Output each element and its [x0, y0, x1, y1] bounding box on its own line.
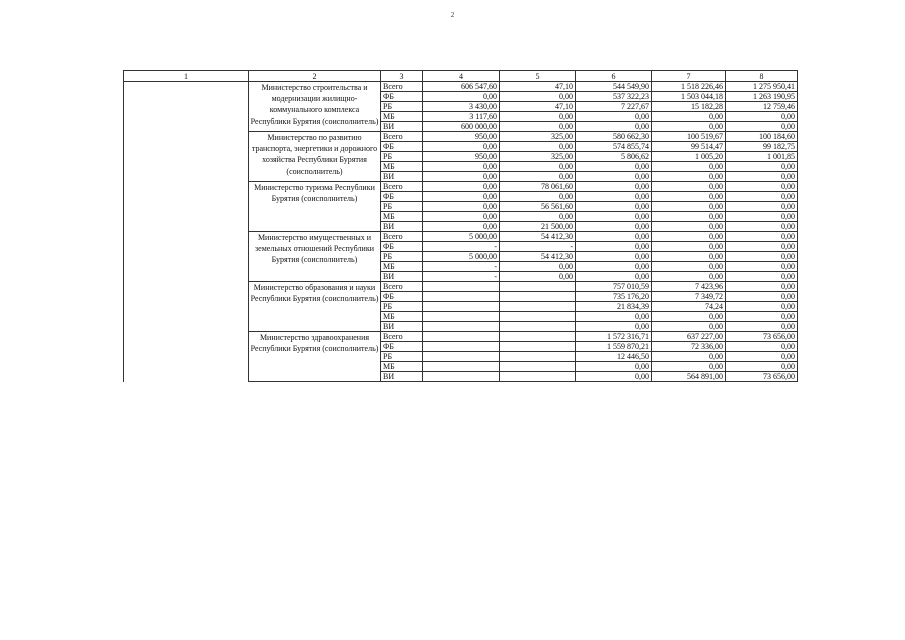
- amount-cell: 0,00: [500, 162, 576, 172]
- amount-cell: [500, 342, 576, 352]
- amount-cell: 0,00: [423, 142, 500, 152]
- amount-cell: 0,00: [652, 122, 726, 132]
- amount-cell: 0,00: [652, 322, 726, 332]
- amount-cell: 0,00: [652, 112, 726, 122]
- funding-source-code: МБ: [381, 362, 423, 372]
- amount-cell: [423, 342, 500, 352]
- amount-cell: 54 412,30: [500, 252, 576, 262]
- amount-cell: 0,00: [726, 172, 798, 182]
- funding-source-code: РБ: [381, 252, 423, 262]
- amount-cell: 0,00: [423, 222, 500, 232]
- amount-cell: 637 227,00: [652, 332, 726, 342]
- amount-cell: 0,00: [423, 92, 500, 102]
- amount-cell: 3 430,00: [423, 102, 500, 112]
- amount-cell: 0,00: [726, 342, 798, 352]
- amount-cell: 1 005,20: [652, 152, 726, 162]
- organization-name: Министерство имущественных и земельных отношений Республики Бурятия (соисполнитель): [249, 232, 381, 282]
- amount-cell: 0,00: [726, 212, 798, 222]
- amount-cell: [500, 332, 576, 342]
- amount-cell: 0,00: [500, 142, 576, 152]
- amount-cell: 0,00: [576, 272, 652, 282]
- amount-cell: 0,00: [500, 212, 576, 222]
- amount-cell: 100 184,60: [726, 132, 798, 142]
- amount-cell: 7 227,67: [576, 102, 652, 112]
- header-cell-6: 6: [576, 71, 652, 82]
- amount-cell: [423, 292, 500, 302]
- amount-cell: 325,00: [500, 152, 576, 162]
- funding-source-code: МБ: [381, 112, 423, 122]
- column-1-empty-cell: [124, 82, 249, 382]
- header-cell-7: 7: [652, 71, 726, 82]
- amount-cell: 0,00: [726, 322, 798, 332]
- funding-source-code: ВИ: [381, 372, 423, 382]
- amount-cell: 0,00: [726, 262, 798, 272]
- header-cell-5: 5: [500, 71, 576, 82]
- amount-cell: 0,00: [652, 352, 726, 362]
- amount-cell: 0,00: [423, 192, 500, 202]
- amount-cell: [423, 332, 500, 342]
- amount-cell: 537 322,23: [576, 92, 652, 102]
- amount-cell: 1 572 316,71: [576, 332, 652, 342]
- amount-cell: [423, 372, 500, 382]
- amount-cell: 12 759,46: [726, 102, 798, 112]
- amount-cell: 5 806,62: [576, 152, 652, 162]
- funding-source-code: Всего: [381, 132, 423, 142]
- funding-source-code: ВИ: [381, 272, 423, 282]
- funding-source-code: ФБ: [381, 192, 423, 202]
- amount-cell: 0,00: [652, 162, 726, 172]
- amount-cell: [500, 312, 576, 322]
- amount-cell: 1 001,85: [726, 152, 798, 162]
- amount-cell: 0,00: [726, 352, 798, 362]
- amount-cell: 0,00: [652, 242, 726, 252]
- funding-source-code: ВИ: [381, 172, 423, 182]
- amount-cell: 0,00: [576, 252, 652, 262]
- page-number: 2: [450, 11, 455, 19]
- amount-cell: [500, 282, 576, 292]
- amount-cell: 0,00: [652, 222, 726, 232]
- amount-cell: 735 176,20: [576, 292, 652, 302]
- amount-cell: 0,00: [576, 242, 652, 252]
- amount-cell: 54 412,30: [500, 232, 576, 242]
- amount-cell: 0,00: [652, 362, 726, 372]
- amount-cell: 0,00: [726, 182, 798, 192]
- organization-name: Министерство здравоохранения Республики Бурятия (соисполнитель): [249, 332, 381, 382]
- amount-cell: 0,00: [652, 172, 726, 182]
- amount-cell: 99 514,47: [652, 142, 726, 152]
- amount-cell: 0,00: [652, 182, 726, 192]
- amount-cell: 0,00: [576, 372, 652, 382]
- amount-cell: 564 891,00: [652, 372, 726, 382]
- amount-cell: 21 500,00: [500, 222, 576, 232]
- amount-cell: 0,00: [652, 192, 726, 202]
- amount-cell: 0,00: [576, 232, 652, 242]
- amount-cell: 99 182,75: [726, 142, 798, 152]
- amount-cell: 600 000,00: [423, 122, 500, 132]
- funding-source-code: Всего: [381, 182, 423, 192]
- amount-cell: [500, 372, 576, 382]
- header-cell-1: 1: [124, 71, 249, 82]
- amount-cell: 0,00: [576, 222, 652, 232]
- funding-source-code: РБ: [381, 302, 423, 312]
- amount-cell: 0,00: [726, 112, 798, 122]
- funding-source-code: ФБ: [381, 142, 423, 152]
- amount-cell: 0,00: [423, 202, 500, 212]
- amount-cell: 0,00: [652, 262, 726, 272]
- amount-cell: 1 275 950,41: [726, 82, 798, 92]
- amount-cell: 0,00: [500, 92, 576, 102]
- header-cell-3: 3: [381, 71, 423, 82]
- amount-cell: 0,00: [652, 272, 726, 282]
- amount-cell: 0,00: [726, 302, 798, 312]
- amount-cell: 0,00: [576, 212, 652, 222]
- amount-cell: 574 855,74: [576, 142, 652, 152]
- organization-name: Министерство туризма Республики Бурятия (соисполнитель): [249, 182, 381, 232]
- amount-cell: [500, 302, 576, 312]
- funding-source-code: МБ: [381, 162, 423, 172]
- amount-cell: 0,00: [726, 232, 798, 242]
- amount-cell: 0,00: [423, 212, 500, 222]
- amount-cell: [423, 312, 500, 322]
- amount-cell: [423, 362, 500, 372]
- funding-source-code: РБ: [381, 152, 423, 162]
- amount-cell: [500, 322, 576, 332]
- funding-source-code: РБ: [381, 102, 423, 112]
- funding-source-code: МБ: [381, 312, 423, 322]
- funding-source-code: Всего: [381, 232, 423, 242]
- amount-cell: 3 117,60: [423, 112, 500, 122]
- amount-cell: 73 656,00: [726, 372, 798, 382]
- amount-cell: 0,00: [652, 232, 726, 242]
- amount-cell: 0,00: [576, 172, 652, 182]
- amount-cell: 0,00: [726, 282, 798, 292]
- amount-cell: [423, 302, 500, 312]
- funding-source-code: ВИ: [381, 222, 423, 232]
- amount-cell: 0,00: [726, 222, 798, 232]
- amount-cell: 1 263 190,95: [726, 92, 798, 102]
- amount-cell: 1 559 870,21: [576, 342, 652, 352]
- organization-name: Министерство по развитию транспорта, энергетики и дорожного хозяйства Республики Бурятия (соисполнитель): [249, 132, 381, 182]
- funding-source-code: Всего: [381, 82, 423, 92]
- funding-source-code: РБ: [381, 202, 423, 212]
- amount-cell: 5 000,00: [423, 252, 500, 262]
- amount-cell: 0,00: [500, 172, 576, 182]
- amount-cell: 0,00: [726, 272, 798, 282]
- amount-cell: 47,10: [500, 82, 576, 92]
- amount-cell: 0,00: [500, 192, 576, 202]
- amount-cell: [423, 352, 500, 362]
- amount-cell: 0,00: [726, 122, 798, 132]
- amount-cell: 0,00: [576, 262, 652, 272]
- funding-source-code: МБ: [381, 262, 423, 272]
- header-row: [124, 71, 798, 82]
- amount-cell: 606 547,60: [423, 82, 500, 92]
- amount-cell: 0,00: [500, 272, 576, 282]
- amount-cell: 5 000,00: [423, 232, 500, 242]
- amount-cell: 0,00: [576, 312, 652, 322]
- budget-table: [123, 70, 798, 382]
- header-cell-4: 4: [423, 71, 500, 82]
- amount-cell: 7 423,96: [652, 282, 726, 292]
- amount-cell: -: [423, 272, 500, 282]
- amount-cell: 0,00: [576, 112, 652, 122]
- amount-cell: 72 336,00: [652, 342, 726, 352]
- amount-cell: 0,00: [500, 122, 576, 132]
- amount-cell: 74,24: [652, 302, 726, 312]
- amount-cell: 0,00: [576, 122, 652, 132]
- amount-cell: 0,00: [652, 212, 726, 222]
- amount-cell: 0,00: [726, 362, 798, 372]
- amount-cell: 325,00: [500, 132, 576, 142]
- amount-cell: 1 518 226,46: [652, 82, 726, 92]
- amount-cell: [423, 322, 500, 332]
- amount-cell: 0,00: [576, 182, 652, 192]
- amount-cell: 0,00: [726, 242, 798, 252]
- amount-cell: 0,00: [726, 312, 798, 322]
- amount-cell: 950,00: [423, 152, 500, 162]
- funding-source-code: РБ: [381, 352, 423, 362]
- table-row: [124, 82, 798, 92]
- amount-cell: [423, 282, 500, 292]
- funding-source-code: ФБ: [381, 342, 423, 352]
- amount-cell: [500, 362, 576, 372]
- amount-cell: 0,00: [576, 362, 652, 372]
- amount-cell: -: [423, 262, 500, 272]
- amount-cell: 0,00: [652, 252, 726, 262]
- amount-cell: 0,00: [576, 202, 652, 212]
- amount-cell: 0,00: [652, 202, 726, 212]
- header-cell-2: 2: [249, 71, 381, 82]
- amount-cell: 580 662,30: [576, 132, 652, 142]
- funding-source-code: МБ: [381, 212, 423, 222]
- amount-cell: 1 503 044,18: [652, 92, 726, 102]
- amount-cell: [500, 292, 576, 302]
- amount-cell: -: [423, 242, 500, 252]
- amount-cell: 0,00: [423, 182, 500, 192]
- amount-cell: 73 656,00: [726, 332, 798, 342]
- funding-source-code: Всего: [381, 282, 423, 292]
- header-cell-8: 8: [726, 71, 798, 82]
- amount-cell: 757 010,59: [576, 282, 652, 292]
- amount-cell: 0,00: [652, 312, 726, 322]
- funding-source-code: ФБ: [381, 92, 423, 102]
- funding-source-code: ВИ: [381, 322, 423, 332]
- amount-cell: 7 349,72: [652, 292, 726, 302]
- amount-cell: 47,10: [500, 102, 576, 112]
- funding-source-code: ФБ: [381, 292, 423, 302]
- amount-cell: -: [500, 242, 576, 252]
- amount-cell: 15 182,28: [652, 102, 726, 112]
- organization-name: Министерство строительства и модернизации жилищно-коммунального комплекса Республики Бурятия (соисполнитель): [249, 82, 381, 132]
- amount-cell: 0,00: [726, 252, 798, 262]
- amount-cell: 0,00: [500, 112, 576, 122]
- amount-cell: 0,00: [726, 192, 798, 202]
- amount-cell: 950,00: [423, 132, 500, 142]
- amount-cell: 0,00: [726, 162, 798, 172]
- amount-cell: 0,00: [423, 162, 500, 172]
- amount-cell: 78 061,60: [500, 182, 576, 192]
- amount-cell: 56 561,60: [500, 202, 576, 212]
- funding-source-code: ВИ: [381, 122, 423, 132]
- amount-cell: 0,00: [500, 262, 576, 272]
- amount-cell: 544 549,90: [576, 82, 652, 92]
- amount-cell: 0,00: [423, 172, 500, 182]
- amount-cell: 0,00: [576, 192, 652, 202]
- amount-cell: 0,00: [726, 202, 798, 212]
- organization-name: Министерство образования и науки Республики Бурятия (соисполнитель): [249, 282, 381, 332]
- funding-source-code: ФБ: [381, 242, 423, 252]
- amount-cell: 21 834,39: [576, 302, 652, 312]
- amount-cell: 12 446,50: [576, 352, 652, 362]
- amount-cell: 0,00: [726, 292, 798, 302]
- amount-cell: 100 519,67: [652, 132, 726, 142]
- amount-cell: 0,00: [576, 322, 652, 332]
- amount-cell: [500, 352, 576, 362]
- funding-source-code: Всего: [381, 332, 423, 342]
- amount-cell: 0,00: [576, 162, 652, 172]
